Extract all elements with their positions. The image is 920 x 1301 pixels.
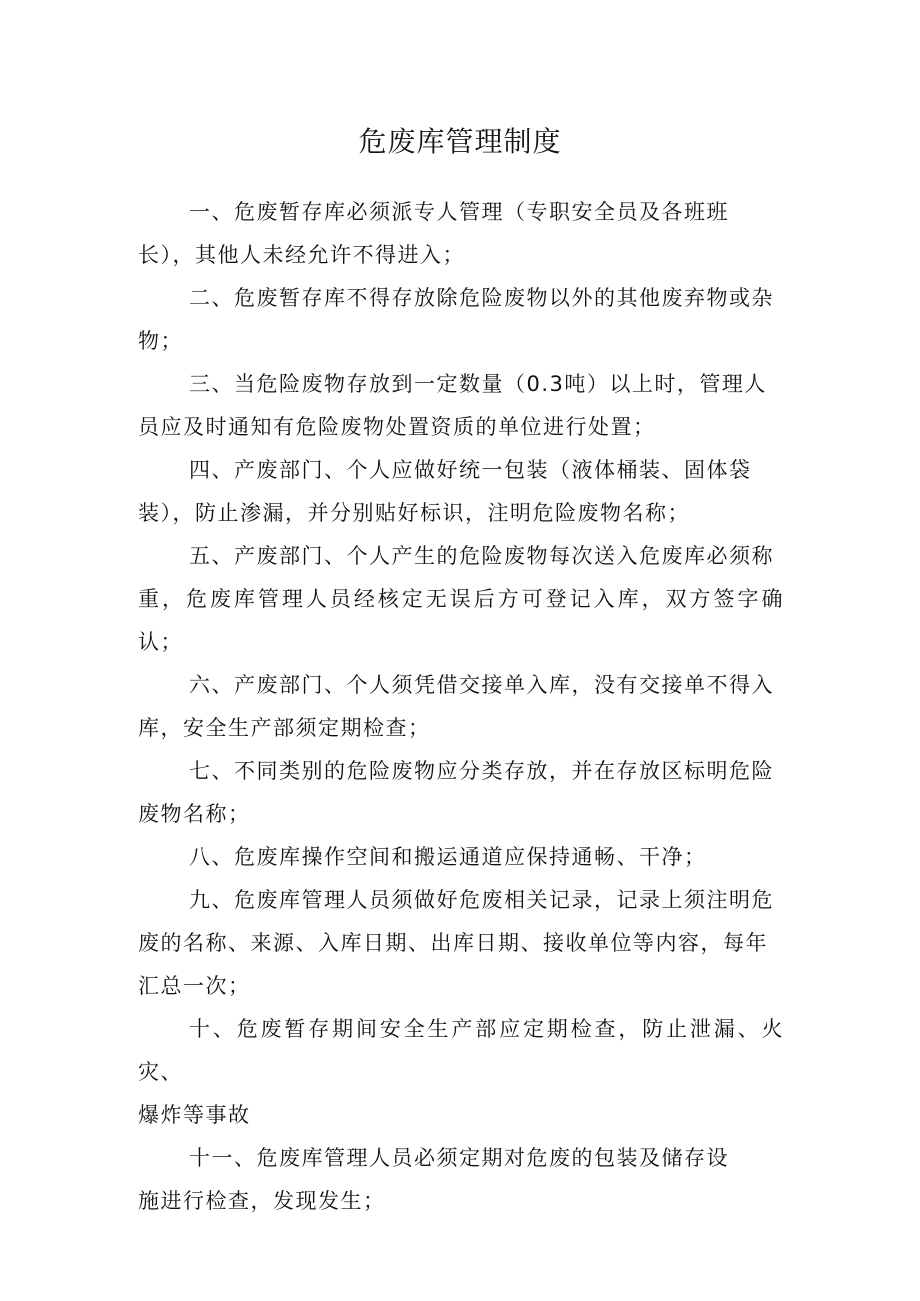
paragraph-line: 员应及时通知有危险废物处置资质的单位进行处置； [138, 415, 656, 439]
paragraph-7 [138, 750, 784, 836]
paragraph-line: 爆炸等事故 [138, 1103, 251, 1127]
paragraph-line: 六、产废部门、个人须凭借交接单入库，没有交接单不得入 [189, 673, 774, 697]
paragraph-line: 十一、危废库管理人员必须定期对危废的包装及储存设 [189, 1146, 729, 1170]
paragraph-6 [138, 664, 784, 750]
paragraph-line: 四、产废部门、个人应做好统一包装（液体桶装、固体袋 [189, 458, 752, 482]
paragraph-line: 一、危废暂存库必须派专人管理（专职安全员及各班班 [189, 200, 729, 224]
paragraph-line: 十、危废暂存期间安全生产部应定期检查，防止泄漏、火灾、 [138, 1017, 784, 1084]
paragraph-8 [138, 836, 784, 879]
paragraph-line: 废物名称； [138, 802, 251, 826]
paragraph-line: 废的名称、来源、入库日期、出库日期、接收单位等内容，每年 [138, 931, 768, 955]
paragraph-line: 施进行检查，发现发生； [138, 1189, 386, 1213]
paragraph-line: 五、产废部门、个人产生的危险废物每次送入危废库必须称 [189, 544, 774, 568]
paragraph-9 [138, 879, 784, 1008]
paragraph-line: 八、危废库操作空间和搬运通道应保持通畅、干净； [189, 845, 707, 869]
paragraph-line: 七、不同类别的危险废物应分类存放，并在存放区标明危险 [189, 759, 774, 783]
paragraph-line: 九、危废库管理人员须做好危废相关记录，记录上须注明危 [189, 888, 774, 912]
document-body [138, 191, 784, 1223]
paragraph-10 [138, 1008, 784, 1137]
paragraph-2 [138, 277, 784, 363]
paragraph-4 [138, 449, 784, 535]
paragraph-line: 三、当危险废物存放到一定数量（0.3吨）以上时，管理人 [189, 372, 767, 396]
paragraph-line: 重，危废库管理人员经核定无误后方可登记入库，双方签字确认； [138, 587, 784, 654]
paragraph-3 [138, 363, 784, 449]
paragraph-line: 长），其他人未经允许不得进入； [138, 243, 465, 267]
document-title: 危废库管理制度 [358, 125, 562, 158]
paragraph-1 [138, 191, 784, 277]
paragraph-5 [138, 535, 784, 664]
paragraph-11 [138, 1137, 784, 1223]
paragraph-line: 装），防止渗漏，并分别贴好标识，注明危险废物名称； [138, 501, 690, 525]
paragraph-line: 汇总一次； [138, 974, 251, 998]
paragraph-line: 二、危废暂存库不得存放除危险废物以外的其他废弃物或杂 [189, 286, 774, 310]
paragraph-line: 库，安全生产部须定期检查； [138, 716, 431, 740]
paragraph-line: 物； [138, 329, 183, 353]
